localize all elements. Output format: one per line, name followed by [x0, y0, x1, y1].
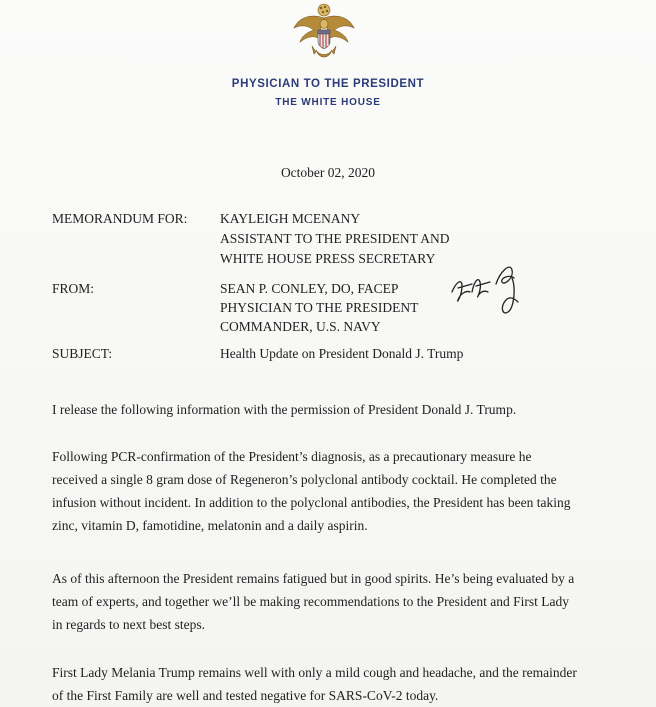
paragraph-line: As of this afternoon the President remains fatigued but in good spirits. He’s being evaluated by a [52, 571, 575, 586]
memo-for-line: WHITE HOUSE PRESS SECRETARY [220, 251, 436, 266]
paragraph-line: infusion without incident. In addition to the polyclonal antibodies, the President has been taking [52, 495, 571, 510]
memo-for-line: KAYLEIGH MCENANY [220, 211, 361, 226]
paragraph-line: team of experts, and together we’ll be making recommendations to the President and First Lady [52, 594, 569, 609]
paragraph-line: of the First Family are well and tested negative for SARS-CoV-2 today. [52, 688, 439, 703]
handwritten-signature-icon [448, 252, 530, 322]
paragraph-line: Following PCR-confirmation of the President’s diagnosis, as a precautionary measure he [52, 449, 532, 464]
memo-for-line: ASSISTANT TO THE PRESIDENT AND [220, 231, 450, 246]
body-paragraph [52, 567, 612, 636]
memo-subject-label: SUBJECT: [52, 346, 113, 361]
memo-date: October 02, 2020 [280, 165, 376, 180]
paragraph-line: First Lady Melania Trump remains well with only a mild cough and headache, and the remainder [52, 665, 577, 680]
presidential-seal-icon [290, 2, 358, 64]
paragraph-line: zinc, vitamin D, famotidine, melatonin and a daily aspirin. [52, 518, 368, 533]
body-paragraph [52, 661, 612, 707]
memo-from-line: PHYSICIAN TO THE PRESIDENT [220, 300, 419, 315]
letterhead-title: PHYSICIAN TO THE PRESIDENT [231, 78, 425, 90]
memo-subject: Health Update on President Donald J. Trump [220, 346, 464, 361]
paragraph-line: received a single 8 gram dose of Regeneron’s polyclonal antibody cocktail. He completed the [52, 472, 557, 487]
paragraph-line: I release the following information with the permission of President Donald J. Trump. [52, 402, 517, 417]
memo-for-label: MEMORANDUM FOR: [52, 211, 188, 226]
paragraph-line: in regards to next best steps. [52, 617, 205, 632]
body-paragraph [52, 445, 612, 537]
memo-from-line: COMMANDER, U.S. NAVY [220, 319, 381, 334]
memo-from-label: FROM: [52, 281, 95, 296]
memo-from-line: SEAN P. CONLEY, DO, FACEP [220, 281, 399, 296]
letterhead-subtitle: THE WHITE HOUSE [275, 97, 381, 108]
body-paragraph [52, 398, 612, 421]
